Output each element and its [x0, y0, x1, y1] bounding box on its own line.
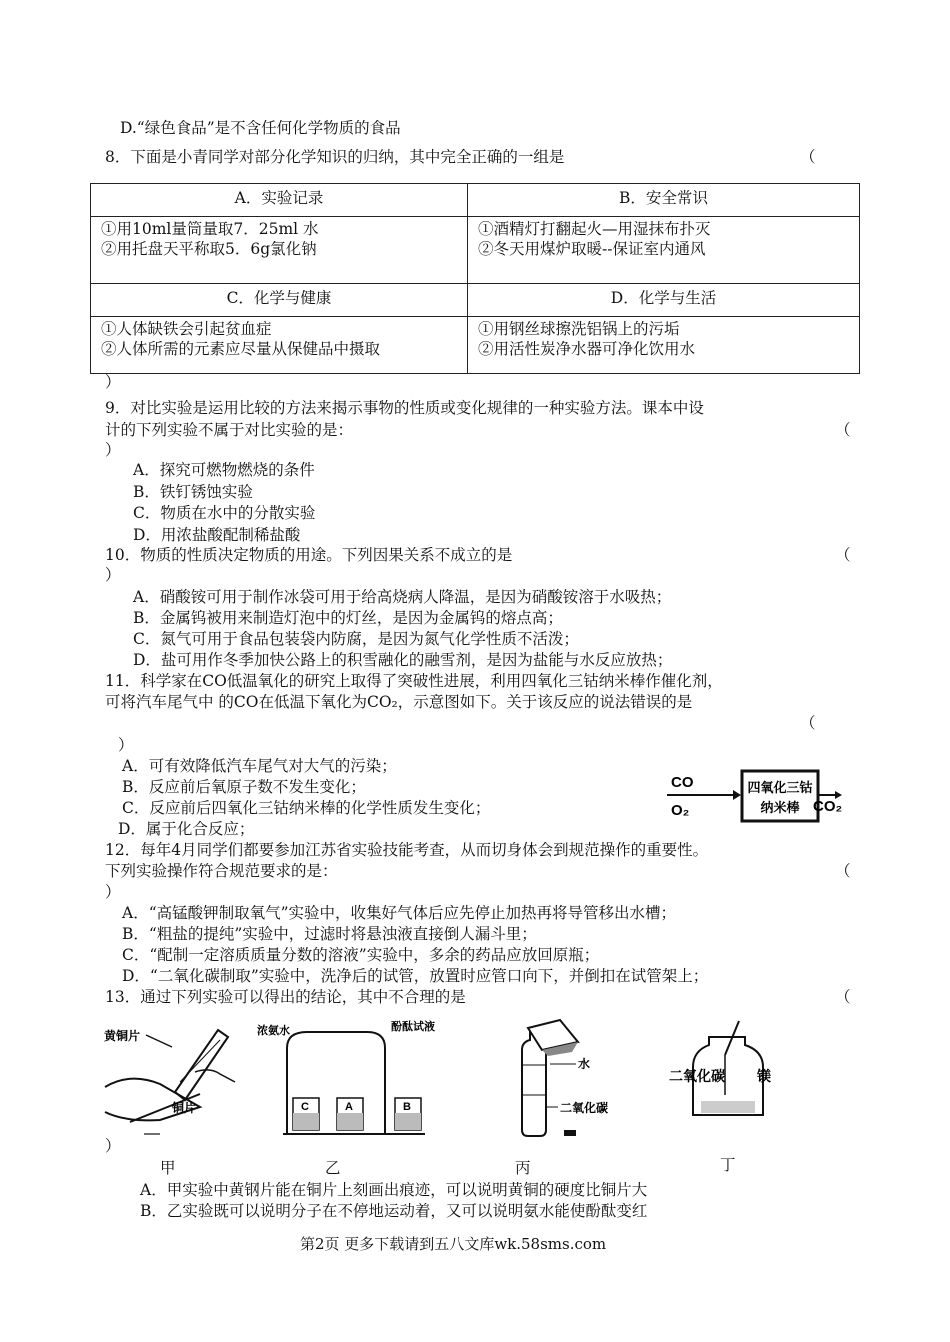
question-9-line2: 计的下列实验不属于对比实验的是： — [105, 421, 354, 439]
reaction-diagram — [665, 765, 850, 827]
table-head-d: D．化学与生活 — [468, 284, 860, 317]
yi-cup-b: B — [403, 1101, 411, 1113]
figure-ding — [665, 1015, 785, 1125]
question-11-option-b: B．反应前后氧原子数不发生变化； — [122, 778, 366, 796]
diagram-co2-label: CO₂ — [813, 798, 843, 815]
question-9-line1: 9．对比实验是运用比较的方法来揭示事物的性质或变化规律的一种实验方法。课本中设 — [105, 399, 704, 417]
question-9-option-d: D．用浓盐酸配制稀盐酸 — [133, 526, 301, 544]
table-head-c: C．化学与健康 — [91, 284, 468, 317]
figure-label-jia: 甲 — [160, 1159, 176, 1177]
yi-label-ammonia — [257, 1023, 290, 1037]
question-12-option-b: B．“粗盐的提纯”实验中，过滤时将悬浊液直接倒人漏斗里； — [122, 925, 537, 943]
table-cell-a — [91, 217, 468, 284]
ding-sand — [701, 1101, 755, 1113]
figure-label-yi: 乙 — [325, 1159, 341, 1177]
question-11-option-d: D．属于化合反应； — [118, 820, 255, 838]
bing-label-co2: 二氧化碳 — [560, 1101, 609, 1115]
diagram-o2-label: O₂ — [671, 802, 690, 819]
option-d-text: D.“绿色食品”是不含任何化学物质的食品 — [120, 119, 401, 137]
question-11-line2: 可将汽车尾气中 的CO在低温下氧化为CO₂，示意图如下。关于该反应的说法错误的是 — [105, 693, 693, 711]
table-d-item1: ①用钢丝球擦洗铝锅上的污垢 — [478, 320, 680, 338]
yi-label-phenol: 酚酞试液 — [391, 1020, 435, 1033]
question-11-option-a: A．可有效降低汽车尾气对大气的污染； — [122, 757, 397, 775]
yi-ammonia-text: 浓氨水 — [257, 1024, 290, 1037]
figure-jia — [100, 1012, 250, 1142]
figure-yi — [255, 1018, 435, 1138]
paren-close: ） — [105, 566, 121, 584]
question-12-option-d: D．“二氧化碳制取”实验中，洗净后的试管，放置时应管口向下，并倒扣在试管架上； — [122, 967, 709, 985]
question-12-option-c: C．“配制一定溶质质量分数的溶液”实验中，多余的药品应放回原瓶； — [122, 946, 600, 964]
bing-label-water: 水 — [578, 1057, 591, 1071]
question-9-option-b: B．铁钉锈蚀实验 — [133, 483, 253, 501]
question-12-option-a: A．“高锰酸钾制取氧气”实验中，收集好气体后应先停止加热再将导管移出水槽； — [122, 904, 677, 922]
table-cell-c — [91, 317, 468, 374]
jia-label-brass: 黄铜片 — [104, 1029, 141, 1043]
paren-open: （ — [835, 421, 851, 439]
table-head-b: B．安全常识 — [468, 184, 860, 217]
paren-close: ） — [105, 373, 121, 391]
paren-open: （ — [835, 988, 851, 1006]
question-8: 8．下面是小青同学对部分化学知识的归纳，其中完全正确的一组是 — [105, 148, 565, 166]
question-9-option-c: C．物质在水中的分散实验 — [133, 504, 316, 522]
table-cell-b — [468, 217, 860, 284]
page-footer: 第2页 更多下载请到五八文库wk.58sms.com — [300, 1235, 607, 1253]
table-c-item2: ②人体所需的元素应尽量从保健品中摄取 — [101, 340, 381, 358]
paren-close: ） — [105, 883, 121, 901]
paren-close: ） — [118, 736, 134, 754]
table-head-a: A．实验记录 — [91, 184, 468, 217]
question-12-line2: 下列实验操作符合规范要求的是： — [105, 862, 338, 880]
question-10-option-c: C．氮气可用于食品包装袋内防腐，是因为氮气化学性质不活泼； — [133, 630, 579, 648]
question-13-option-b: B．乙实验既可以说明分子在不停地运动着，又可以说明氨水能使酚酞变红 — [140, 1202, 648, 1220]
yi-cup-a: A — [345, 1101, 353, 1113]
yi-cup-c: C — [301, 1101, 309, 1113]
question-8-table — [90, 183, 860, 374]
jia-label-copper: 铜片 — [172, 1101, 197, 1115]
table-d-item2: ②用活性炭净水器可净化饮用水 — [478, 340, 696, 358]
figure-bing — [500, 1020, 635, 1142]
table-a-item2: ②用托盘天平称取5．6g氯化钠 — [101, 240, 317, 258]
diagram-box-text2: 纳米棒 — [760, 801, 800, 816]
figure-label-bing: 丙 — [515, 1159, 531, 1177]
table-c-item1: ①人体缺铁会引起贫血症 — [101, 320, 272, 338]
question-10-option-a: A．硝酸铵可用于制作冰袋可用于给高烧病人降温，是因为硝酸铵溶于水吸热； — [133, 588, 672, 606]
question-10-option-b: B．金属钨被用来制造灯泡中的灯丝，是因为金属钨的熔点高； — [133, 609, 563, 627]
paren-open: （ — [835, 862, 851, 880]
yi-beaker-a-liquid — [337, 1113, 363, 1130]
table-a-item1: ①用10ml量筒量取7．25ml 水 — [101, 220, 319, 238]
question-13: 13．通过下列实验可以得出的结论，其中不合理的是 — [105, 988, 466, 1006]
table-b-item1: ①酒精灯打翻起火—用湿抹布扑灭 — [478, 220, 711, 238]
paren-open: （ — [835, 546, 851, 564]
ding-label-mg: 镁 — [757, 1069, 771, 1085]
table-b-item2: ②冬天用煤炉取暖--保证室内通风 — [478, 240, 706, 258]
diagram-box-text1: 四氧化三钴 — [747, 781, 813, 796]
ding-label-co2: 二氧化碳 — [669, 1069, 725, 1085]
jia-pointer — [146, 1035, 172, 1047]
paren-close: ） — [105, 1137, 121, 1155]
bing-cap — [564, 1130, 576, 1136]
paren-open: （ — [800, 714, 816, 732]
yi-beaker-c-liquid — [293, 1113, 319, 1130]
table-cell-d — [468, 317, 860, 374]
diagram-in-arrowhead — [733, 790, 741, 800]
yi-beaker-b-liquid — [395, 1113, 421, 1130]
question-11-line1: 11．科学家在CO低温氧化的研究上取得了突破性进展，利用四氧化三钴纳米棒作催化剂， — [105, 672, 723, 690]
question-13-option-a: A．甲实验中黄钢片能在铜片上刻画出痕迹，可以说明黄铜的硬度比铜片大 — [140, 1181, 648, 1199]
question-10-option-d: D．盐可用作冬季加快公路上的积雪融化的融雪剂，是因为盐能与水反应放热； — [133, 651, 673, 669]
paren-open: （ — [800, 148, 816, 166]
question-11-option-c: C．反应前后四氧化三钴纳米棒的化学性质发生变化； — [122, 799, 491, 817]
figure-label-ding: 丁 — [720, 1156, 736, 1174]
diagram-co-label: CO — [671, 774, 694, 791]
question-12-line1: 12．每年4月同学们都要参加江苏省实验技能考查，从而切身体会到规范操作的重要性。 — [105, 841, 709, 859]
paren-close: ） — [105, 441, 121, 459]
question-9-option-a: A．探究可燃物燃烧的条件 — [133, 461, 315, 479]
question-10: 10．物质的性质决定物质的用途。下列因果关系不成立的是 — [105, 546, 513, 564]
